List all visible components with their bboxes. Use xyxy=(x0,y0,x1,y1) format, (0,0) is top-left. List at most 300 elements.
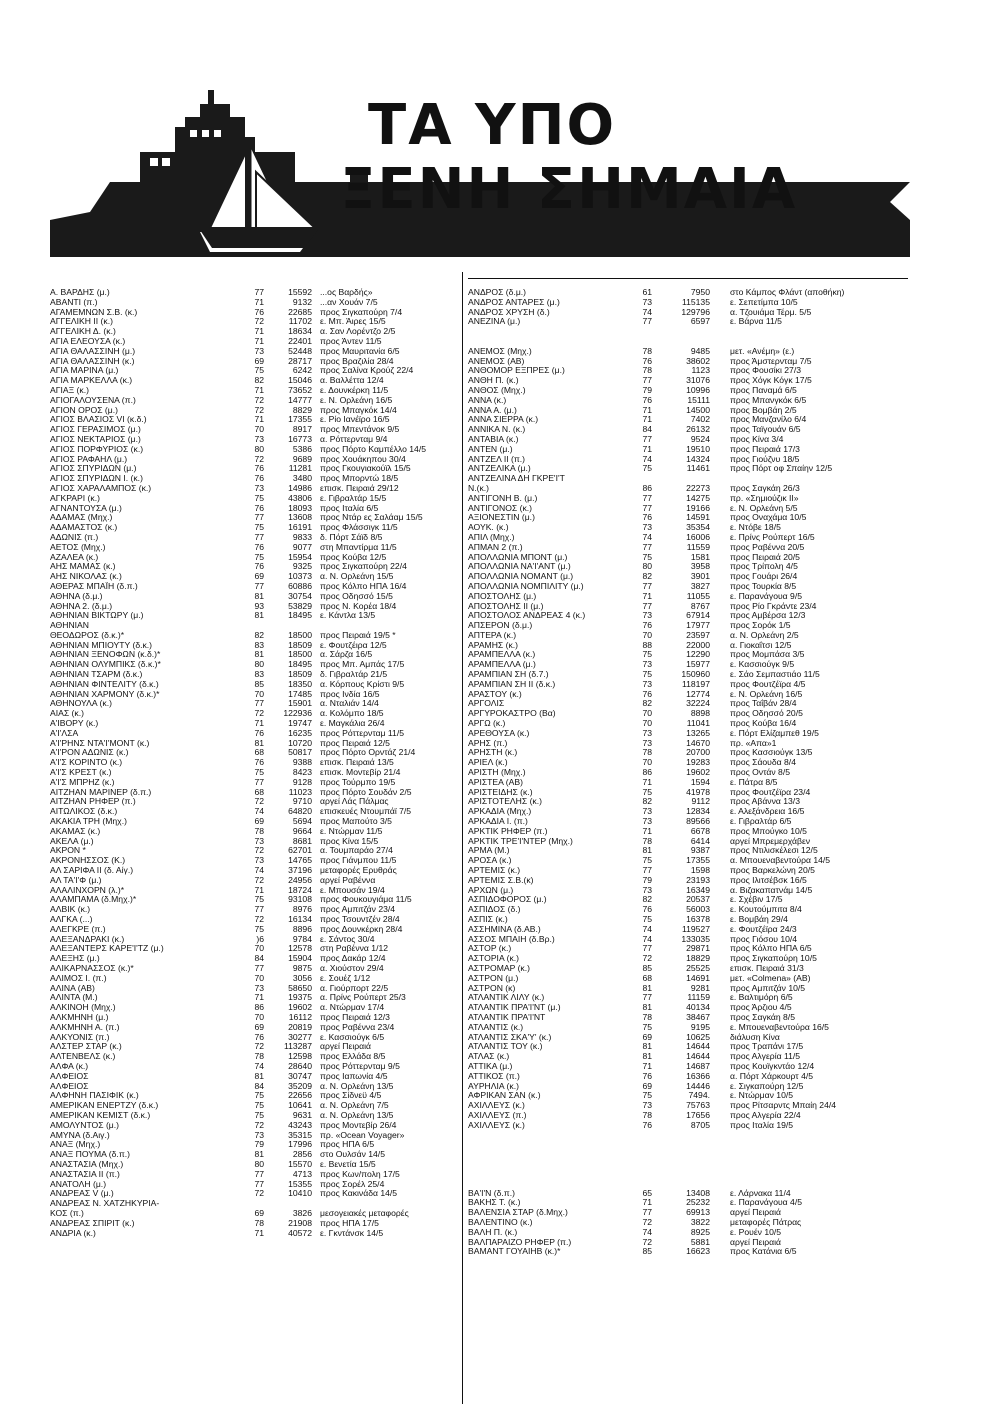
position-status: προς Οδησσό 20/5 xyxy=(730,709,803,719)
position-status: προς Σιγκαπούρη 7/4 xyxy=(320,307,403,317)
ship-name: ΑΔΩΝΙΣ (π.) xyxy=(50,532,99,542)
position-status: επισκ. Μοντεβίρ 21/4 xyxy=(320,768,401,778)
build-year: 71 xyxy=(642,1061,652,1071)
tonnage: 9524 xyxy=(690,434,710,444)
position-status: αργεί Λάς Πάλμας xyxy=(320,797,389,807)
tonnage: 56003 xyxy=(686,905,710,915)
ship-name: ΑΓΙΟΣ ΠΟΡΦΥΡΙΟΣ (κ.) xyxy=(50,444,144,454)
ship-entry xyxy=(50,709,460,719)
ship-name: ΑΓΙΑ ΜΑΡΚΕΛΛΑ (κ.) xyxy=(50,376,133,386)
build-year: 82 xyxy=(254,376,264,386)
tonnage: 17485 xyxy=(288,689,312,699)
ship-entry xyxy=(468,660,908,670)
build-year: 86 xyxy=(642,483,652,493)
ship-name: Α'Ι'ΡΗΝΣ ΝΤΑ'Ι'ΜΟΝΤ (κ.) xyxy=(50,738,150,748)
position-status: προς Σιγκαπούρη 10/5 xyxy=(730,954,817,964)
ship-entry xyxy=(50,778,460,788)
build-year: 70 xyxy=(254,944,264,954)
ship-entry xyxy=(468,602,908,612)
build-year: 76 xyxy=(254,464,264,474)
ship-name: ΑΛΑΛΙΝΧΟΡΝ (λ.)* xyxy=(50,885,125,895)
build-year: 77 xyxy=(642,434,652,444)
position-status: προς Άντεν 11/5 xyxy=(320,336,382,346)
position-status: προς Ινδία 16/5 xyxy=(320,689,380,699)
build-year: 84 xyxy=(254,954,264,964)
position-status: προς Τρίπολη 4/5 xyxy=(730,562,798,572)
ship-name: ΒΑΛΗ Π. (κ.) xyxy=(468,1227,518,1237)
build-year: 78 xyxy=(642,366,652,376)
tonnage: 19602 xyxy=(686,768,710,778)
tonnage: 52448 xyxy=(288,346,312,356)
ship-name: ΑΝΤΖΕΛΙΚΑ (μ.) xyxy=(468,464,531,474)
ship-name: ΑΚΡΟΝ * xyxy=(50,846,86,856)
ship-entry xyxy=(50,788,460,798)
column-top-rule xyxy=(468,278,908,279)
ship-name: ΑΝΘΟΜΟΡ ΕΞΠΡΕΣ (μ.) xyxy=(468,366,565,376)
ship-entry xyxy=(468,1218,908,1228)
tonnage: 37196 xyxy=(288,866,312,876)
position-status: προς ΗΠΑ 17/5 xyxy=(320,1218,379,1228)
tonnage: 9325 xyxy=(292,562,312,572)
build-year: 81 xyxy=(642,983,652,993)
tonnage: 14275 xyxy=(686,493,710,503)
position-status: ε. Μπουσάν 19/4 xyxy=(320,885,385,895)
build-year: 80 xyxy=(254,660,264,670)
ship-name: ΑΤΛΑΝΤΙΣ ΣΚΑ'Υ' (κ.) xyxy=(468,1032,552,1042)
ship-entry xyxy=(468,944,908,954)
ship-name: ΑΝΑΣΤΑΣΙΑ ΙΙ (π.) xyxy=(50,1169,120,1179)
ship-name: ΑΝΕΜΟΣ (ΑΒ) xyxy=(468,356,525,366)
build-year: 71 xyxy=(642,444,652,454)
position-status: προς Μανζανίλο 6/4 xyxy=(730,415,807,425)
ship-entry xyxy=(468,533,908,543)
ship-entry xyxy=(50,611,460,621)
position-status: προς Αμπιτζάν 10/5 xyxy=(730,983,806,993)
tonnage: 25232 xyxy=(686,1198,710,1208)
position-status: α. Σάρζα 16/5 xyxy=(320,650,373,660)
build-year: 71 xyxy=(254,993,264,1003)
build-year: 77 xyxy=(254,288,264,297)
build-year: 83 xyxy=(254,670,264,680)
build-year: 74 xyxy=(254,807,264,817)
ship-name: ΑΓΓΕΛΙΚΗ Δ. (κ.) xyxy=(50,327,116,337)
ship-entry xyxy=(50,474,460,484)
build-year: 74 xyxy=(642,934,652,944)
tonnage: 10625 xyxy=(686,1032,710,1042)
position-status: α. Κόρπους Κρίστι 9/5 xyxy=(320,679,405,689)
ship-entry xyxy=(468,406,908,416)
ship-entry xyxy=(468,386,908,396)
ship-name: ΑΣΠΙΔΟΣ (δ.) xyxy=(468,905,521,915)
ship-name: ΑΝΑΞ ΠΟΥΜΑ (δ.π.) xyxy=(50,1150,131,1160)
ship-entry xyxy=(50,729,460,739)
ship-entry xyxy=(50,964,460,974)
ship-entry xyxy=(50,1062,460,1072)
ship-entry xyxy=(468,523,908,533)
build-year: 70 xyxy=(642,719,652,729)
build-year: 61 xyxy=(642,288,652,297)
tonnage: 8681 xyxy=(292,836,312,846)
position-status: προς Τραπάνι 17/5 xyxy=(730,1042,804,1052)
ship-entry xyxy=(468,807,908,817)
position-status: προς Ελλάδα 8/5 xyxy=(320,1052,386,1062)
ship-entry xyxy=(468,846,908,856)
build-year: 78 xyxy=(642,836,652,846)
ship-entry xyxy=(50,317,460,327)
position-status: προς Φουτζέϊρα 23/4 xyxy=(730,787,811,797)
tonnage: 11159 xyxy=(687,993,710,1003)
tonnage: 7950 xyxy=(690,288,710,297)
ship-name: ΑΧΙΛΛΕΥΣ (κ.) xyxy=(468,1120,525,1130)
ship-entry xyxy=(50,425,460,435)
tonnage: 6597 xyxy=(690,317,710,327)
build-year: 75 xyxy=(254,768,264,778)
ship-entry xyxy=(468,1003,908,1013)
position-status: ε. Κασσιούγκ 6/5 xyxy=(320,1032,385,1042)
ship-entry xyxy=(468,474,908,484)
position-status: προς Πειραιά 19/5 * xyxy=(320,630,396,640)
ship-name: ΑΡΑΣΤΟΥ (κ.) xyxy=(468,689,522,699)
ship-entry xyxy=(50,1140,460,1150)
ship-entry xyxy=(468,1062,908,1072)
tonnage: 18350 xyxy=(288,679,312,689)
ship-entry xyxy=(468,827,908,837)
build-year: 71 xyxy=(642,826,652,836)
ship-name: ΑΘΗΝΙΑΝ ΦΙΝΤΕΛΙΤΥ (δ.κ.) xyxy=(50,679,159,689)
position-status: ε. Γιβραλτάρ 15/5 xyxy=(320,493,387,503)
ship-entry xyxy=(468,1208,908,1218)
position-status: προς Μοντεβίρ 26/4 xyxy=(320,1120,397,1130)
build-year: 75 xyxy=(642,650,652,660)
ship-name: ΑΜΕΡΙΚΑΝ ΚΕΜΙΣΤ (δ.κ.) xyxy=(50,1110,151,1120)
position-status: α. Ν. Ορλεάνη 2/5 xyxy=(730,630,799,640)
ship-entry xyxy=(468,562,908,572)
ship-entry xyxy=(50,396,460,406)
position-status: μεταφορές Ερυθράς xyxy=(320,866,397,876)
ship-entry xyxy=(468,396,908,406)
position-status: προς Ρίο Γκράντε 23/4 xyxy=(730,601,817,611)
tonnage: 16006 xyxy=(686,532,710,542)
build-year: 69 xyxy=(254,356,264,366)
ship-entry xyxy=(468,748,908,758)
position-status: προς Γιάνμπου 11/5 xyxy=(320,856,397,866)
ship-name: ΑΓΙΑΞ (κ.) xyxy=(50,385,89,395)
ship-name: ΑΝΔΡΙΑ (κ.) xyxy=(50,1228,96,1238)
ship-entry xyxy=(50,513,460,523)
ship-name: ΑΝΕΜΟΣ (Μηχ.) xyxy=(468,346,532,356)
ship-entry xyxy=(468,592,908,602)
position-status: α. Γιούρπορτ 22/5 xyxy=(320,983,389,993)
ship-name: ΑΣΣΟΣ ΜΠΑΙΗ (δ.Βρ.) xyxy=(468,934,555,944)
tonnage: 1598 xyxy=(690,866,710,876)
tonnage: 15977 xyxy=(686,660,710,670)
tonnage: 18500 xyxy=(288,650,312,660)
tonnage: 16235 xyxy=(288,728,312,738)
ship-name: ΑΓΙΟΣ ΒΛΑΣΙΟΣ VI (κ.δ.) xyxy=(50,415,147,425)
position-status: προς Κίνα 15/5 xyxy=(320,836,379,846)
ship-entry xyxy=(468,954,908,964)
ship-name: ΑΝΝΑ ΣΙΕΡΡΑ (κ.) xyxy=(468,415,539,425)
position-status: ε. Σχέβιν 17/5 xyxy=(730,895,783,905)
tonnage: 119527 xyxy=(681,924,710,934)
position-status: προς Κόλπο ΗΠΑ 6/5 xyxy=(730,944,812,954)
ship-name: ΑΓΙΟΣ ΡΑΦΑΗΛ (μ.) xyxy=(50,454,128,464)
ship-entry xyxy=(50,739,460,749)
ship-name: ΑΡΙΣΤΗ (Μηχ.) xyxy=(468,768,526,778)
tonnage: 16378 xyxy=(686,915,710,924)
ship-name: ΑΛΙΝΤΑ (Μ.) xyxy=(50,993,98,1003)
ship-entry xyxy=(468,1198,908,1208)
ship-name: ΘΕΟΔΩΡΟΣ (δ.κ.)* xyxy=(50,630,125,640)
ship-entry xyxy=(468,1111,908,1121)
ship-entry xyxy=(50,1013,460,1023)
position-status: προς Ρόττερνταμ 9/5 xyxy=(320,1061,400,1071)
tonnage: 35209 xyxy=(288,1081,312,1091)
ship-name: ΑΠΟΣΤΟΛΟΣ ΑΝΔΡΕΑΣ 4 (κ.) xyxy=(468,611,586,621)
tonnage: 14777 xyxy=(288,395,312,405)
ship-name: ΑΤΤΙΚΟΣ (π.) xyxy=(468,1071,520,1081)
position-status: ε. Ρουέν 10/5 xyxy=(730,1227,782,1237)
build-year: 81 xyxy=(254,650,264,660)
tonnage: 89566 xyxy=(686,817,710,827)
ship-name: ΑΝΤΙΓΟΝΗ Β. (μ.) xyxy=(468,493,538,503)
build-year: 79 xyxy=(254,1140,264,1150)
ship-entry xyxy=(50,974,460,984)
position-status: ε. Κουτούμπιτα 8/4 xyxy=(730,905,802,915)
position-status: ε. Πάτρα 8/5 xyxy=(730,777,778,787)
tonnage: 14446 xyxy=(686,1081,710,1091)
position-status: προς Σαλίνα Κρούζ 22/4 xyxy=(320,366,414,376)
ship-name: Α'Ι'Σ ΚΡΕΣΤ (κ.) xyxy=(50,768,112,778)
ship-entry xyxy=(50,1023,460,1033)
ship-entry xyxy=(50,1229,460,1239)
position-status: αργεί Ραβέννα xyxy=(320,875,376,885)
ship-name: Α. ΒΑΡΔΗΣ (μ.) xyxy=(50,288,110,297)
ship-name: ΑΦΡΙΚΑΝ ΣΑΝ (κ.) xyxy=(468,1091,541,1101)
tonnage: 14644 xyxy=(686,1042,710,1052)
tonnage: 20537 xyxy=(686,895,710,905)
tonnage: 6414 xyxy=(690,836,710,846)
position-status: στο Κάμπος Φλάντ (αποθήκη) xyxy=(730,288,845,297)
ship-entry xyxy=(50,406,460,416)
build-year: 71 xyxy=(254,885,264,895)
ship-name: ΑΛΑΜΠΑΜΑ (δ.Μηχ.)* xyxy=(50,895,137,905)
tonnage: 14500 xyxy=(686,405,710,415)
ship-entry xyxy=(468,455,908,465)
build-year: 74 xyxy=(642,307,652,317)
ship-name: ΑΡΑΜΠΙΑΝ ΣΗ ΙΙ (δ.κ.) xyxy=(468,679,556,689)
position-status: ε. Μπουεναβεντούρα 16/5 xyxy=(730,1022,829,1032)
position-status: ε. Ντόβε 18/5 xyxy=(730,523,781,533)
position-status: α. Ν. Ορλεάνη 13/5 xyxy=(320,1110,394,1120)
ship-entry xyxy=(50,660,460,670)
position-status: ...ος Βαρδής» xyxy=(320,288,373,297)
build-year: 72 xyxy=(254,915,264,924)
ship-entry xyxy=(50,347,460,357)
position-status: προς Γκουγιακούϊλ 15/5 xyxy=(320,464,411,474)
ship-entry xyxy=(50,886,460,896)
ship-entry xyxy=(50,435,460,445)
tonnage: 73652 xyxy=(288,385,312,395)
position-status: ε. Ντώρμαν 11/5 xyxy=(320,826,383,836)
ship-entry xyxy=(468,690,908,700)
tonnage: 30747 xyxy=(288,1071,312,1081)
ship-entry xyxy=(468,572,908,582)
ship-name: Α'Ι'ΡΟΝ ΑΔΩΝΙΣ (κ.) xyxy=(50,748,129,758)
ship-name: ΑΚΕΛΑ (μ.) xyxy=(50,836,94,846)
build-year: 72 xyxy=(254,1120,264,1130)
ship-entry xyxy=(468,984,908,994)
position-status: προς Κόλπο ΗΠΑ 16/4 xyxy=(320,581,407,591)
build-year: 77 xyxy=(254,905,264,915)
ship-entry xyxy=(468,1247,908,1257)
tonnage: 9485 xyxy=(690,346,710,356)
build-year: 80 xyxy=(642,562,652,572)
ship-name: ΑΡΟΣΑ (κ.) xyxy=(468,856,512,866)
ship-name: ΑΗΣ ΝΙΚΟΛΑΣ (κ.) xyxy=(50,572,122,582)
ship-name: ΑΡΙΕΛ (κ.) xyxy=(468,758,508,768)
build-year: 76 xyxy=(642,395,652,405)
position-status: α. Τουμπαράο 27/4 xyxy=(320,846,393,856)
build-year: 75 xyxy=(642,1091,652,1101)
tonnage: 8829 xyxy=(292,405,312,415)
ship-entry xyxy=(50,758,460,768)
ship-name: ΑΕΤΟΣ (Μηχ.) xyxy=(50,542,106,552)
build-year: 71 xyxy=(642,405,652,415)
position-status: προς Ραβέννα 23/4 xyxy=(320,1022,395,1032)
build-year: 70 xyxy=(642,758,652,768)
ship-entry xyxy=(50,562,460,572)
tonnage: 14324 xyxy=(686,454,710,464)
build-year: 74 xyxy=(254,1061,264,1071)
tonnage: 10996 xyxy=(686,385,710,395)
tonnage: 26132 xyxy=(686,425,710,435)
ship-name: ΑΠΤΕΡΑ (κ.) xyxy=(468,630,517,640)
build-year: 77 xyxy=(254,532,264,542)
build-year: 73 xyxy=(642,1101,652,1111)
spacer xyxy=(468,1131,908,1189)
tonnage: 18724 xyxy=(288,885,312,895)
position-status: προς Μπαγκόκ 14/4 xyxy=(320,405,397,415)
ship-entry xyxy=(50,954,460,964)
tonnage: 3822 xyxy=(690,1217,710,1227)
ship-name: ΑΝΤΖΕΛ ΙΙ (π.) xyxy=(468,454,526,464)
ship-entry xyxy=(468,1052,908,1062)
ship-entry xyxy=(50,827,460,837)
position-status: προς Άρζιου 4/5 xyxy=(730,1003,792,1013)
ship-name: ΑΛΚΥΟΝΙΣ (π.) xyxy=(50,1032,110,1042)
ship-name: ΑΝΤΖΕΛΙΝΑ ΔΗ ΓΚΡΕ'Ι'Τ xyxy=(468,474,565,484)
build-year: 73 xyxy=(254,346,264,356)
ship-name: ΑΡΗΣΤΗ (κ.) xyxy=(468,748,518,758)
build-year: 70 xyxy=(254,425,264,435)
build-year: 75 xyxy=(254,1110,264,1120)
build-year: 77 xyxy=(642,503,652,513)
position-status: προς Αλγερία 22/4 xyxy=(730,1110,801,1120)
position-status: δ. Γιβραλτάρ 21/5 xyxy=(320,670,388,680)
ship-entry xyxy=(468,797,908,807)
ship-name: ΑΞΙΟΝΕΣΤΙΝ (μ.) xyxy=(468,513,535,523)
ship-entry xyxy=(50,1180,460,1190)
ship-entry xyxy=(468,1091,908,1101)
tonnage: 24956 xyxy=(288,875,312,885)
build-year: 70 xyxy=(642,709,652,719)
position-status: προς Ιλιτσέβσκ 16/5 xyxy=(730,875,807,885)
tonnage: 10641 xyxy=(288,1101,312,1111)
ship-name: ΑΘΗΝΙΑΝ ΤΣΑΡΜ (δ.κ.) xyxy=(50,670,143,680)
tonnage: 14986 xyxy=(288,483,312,493)
build-year: 68 xyxy=(642,973,652,983)
ship-entry xyxy=(50,357,460,367)
build-year: 74 xyxy=(642,454,652,464)
build-year: 71 xyxy=(254,327,264,337)
build-year: 70 xyxy=(254,689,264,699)
ship-entry xyxy=(50,1082,460,1092)
tonnage: 18495 xyxy=(288,660,312,670)
tonnage: 40134 xyxy=(686,1003,710,1013)
ship-name: ΑΠΟΛΛΩΝΙΑ ΝΟΜΠΙΛΙΤΥ (μ.) xyxy=(468,581,584,591)
tonnage: 14670 xyxy=(686,738,710,748)
position-status: ε. Φουτζέϊρα 24/3 xyxy=(730,924,797,934)
tonnage: 113287 xyxy=(283,1042,312,1052)
ship-name: ΑΘΗΝΑ 2. (δ.μ.) xyxy=(50,601,113,611)
position-status: α. Ντώρμαν 17/4 xyxy=(320,1003,385,1013)
ship-name: ΑΓΙΟΣ ΓΕΡΑΣΙΜΟΣ (μ.) xyxy=(50,425,141,435)
ship-name: ΑΛΦΑ (κ.) xyxy=(50,1061,89,1071)
ship-entry xyxy=(468,1228,908,1238)
build-year: 79 xyxy=(642,875,652,885)
tonnage: 8767 xyxy=(690,601,710,611)
build-year: 71 xyxy=(254,297,264,307)
ship-name: ΑΡΓΩ (κ.) xyxy=(468,719,506,729)
build-year: 74 xyxy=(642,924,652,934)
position-status: α. Χιούστον 29/4 xyxy=(320,963,384,973)
ship-entry xyxy=(468,504,908,514)
position-status: προς Ρίτσαρντς Μπαίη 24/4 xyxy=(730,1101,837,1111)
tonnage: 15046 xyxy=(288,376,312,386)
tonnage: 16112 xyxy=(288,1012,312,1022)
ship-entry xyxy=(50,641,460,651)
tonnage: 15355 xyxy=(288,1179,312,1189)
ship-name: ΑΔΑΜΑΣ (Μηχ.) xyxy=(50,513,113,523)
build-year: 75 xyxy=(642,1022,652,1032)
position-status: μεσογειακές μεταφορές xyxy=(320,1208,409,1218)
tonnage: 17977 xyxy=(686,621,710,631)
ship-name: ΑΝΔΡΕΑΣ ΣΠΙΡΙΤ (κ.) xyxy=(50,1218,135,1228)
position-status: προς Κακινάδα 14/5 xyxy=(320,1189,398,1199)
build-year: 76 xyxy=(642,621,652,631)
build-year: 71 xyxy=(642,415,652,425)
ship-entry xyxy=(50,572,460,582)
build-year: 81 xyxy=(642,1052,652,1062)
tonnage: 9077 xyxy=(292,542,312,552)
position-status: διάλυση Κίνα xyxy=(730,1032,780,1042)
tonnage: 15592 xyxy=(288,288,312,297)
position-status: προς Μπανγκόκ 6/5 xyxy=(730,395,807,405)
position-status: προς Πειραιά 12/5 xyxy=(320,738,390,748)
ship-name: ΑΝΑΣΤΑΣΙΑ (Μηχ.) xyxy=(50,1159,124,1169)
build-year: 77 xyxy=(642,542,652,552)
position-status: ε. Δουνκέρκη 11/5 xyxy=(320,385,389,395)
tonnage: 9195 xyxy=(690,1022,710,1032)
tonnage: 21908 xyxy=(288,1218,312,1228)
ship-name: ΑΣΤΟΡ (κ.) xyxy=(468,944,512,954)
ship-entry xyxy=(468,650,908,660)
ship-entry xyxy=(468,699,908,709)
position-status: προς ΗΠΑ 6/5 xyxy=(320,1140,375,1150)
ship-name: ΑΧΙΛΛΕΥΣ (κ.) xyxy=(468,1101,525,1111)
build-year: 71 xyxy=(642,1198,652,1208)
